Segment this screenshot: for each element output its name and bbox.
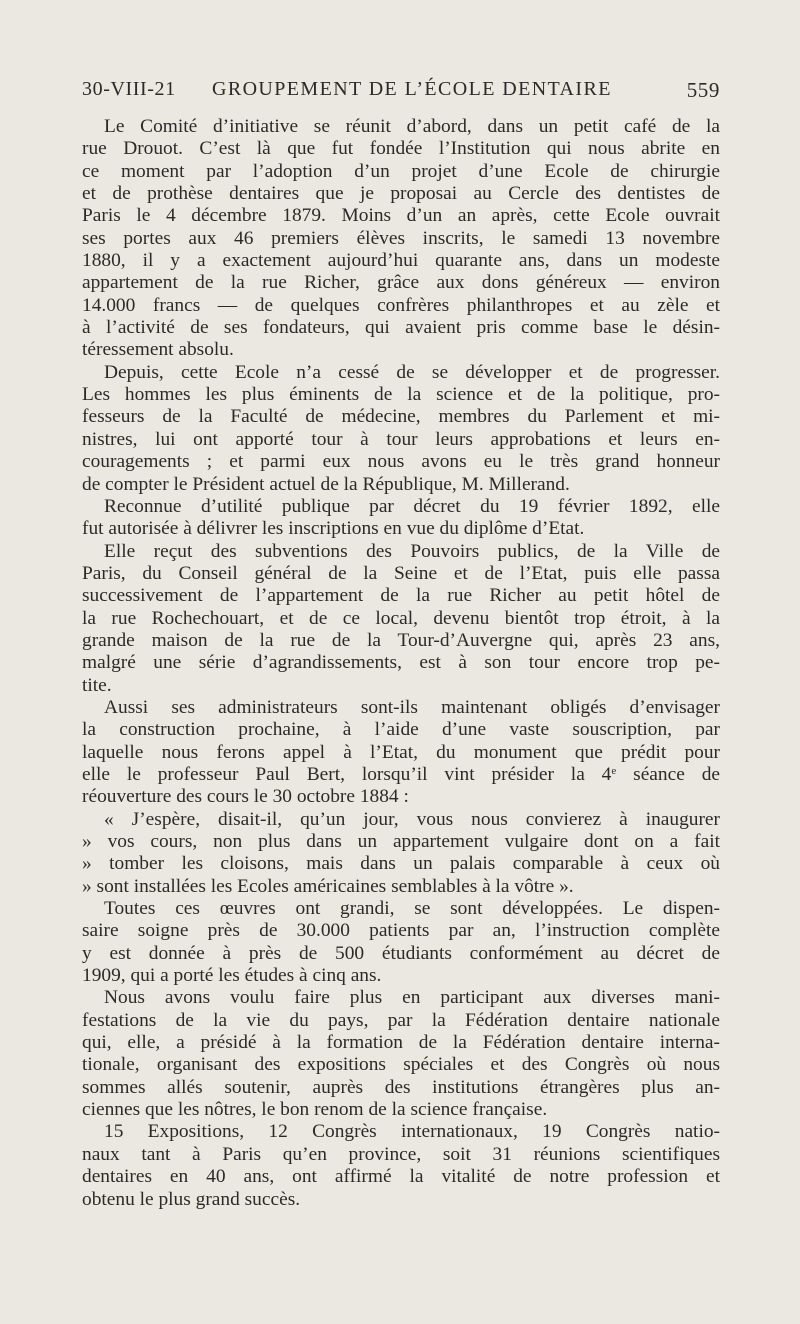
text-line-content: à l’activité de ses fondateurs, qui avaient pris comme base le désin- (82, 317, 720, 339)
text-line-content: fesseurs de la Faculté de médecine, membres du Parlement et mi- (82, 406, 720, 428)
text-line (82, 943, 720, 965)
text-line-content: Reconnue d’utilité publique par décret du 19 février 1892, elle (104, 495, 720, 517)
text-line (82, 920, 720, 942)
body-text (82, 116, 720, 1211)
text-line (82, 675, 720, 697)
text-line-content: la rue Rochechouart, et de ce local, devenu bientôt trop étroit, à la (82, 607, 720, 629)
text-line (82, 474, 720, 496)
text-line (82, 161, 720, 183)
text-line-content: la construction prochaine, à l’aide d’une vaste souscription, par (82, 719, 720, 741)
text-line-content: appartement de la rue Richer, grâce aux dons généreux — environ (82, 272, 720, 294)
text-line-content: réouverture des cours le 30 octobre 1884 : (82, 786, 409, 808)
text-line (82, 742, 720, 764)
text-line (82, 809, 720, 831)
text-line-content: » vos cours, non plus dans un appartement vulgaire dont on a fait (82, 831, 720, 852)
text-line-content: de compter le Président actuel de la République, M. Millerand. (82, 473, 570, 495)
text-line-content: qui, elle, a présidé à la formation de la Fédération dentaire interna- (82, 1032, 720, 1054)
text-line-content: et de prothèse dentaires que je proposai au Cercle des dentistes de (82, 183, 720, 205)
text-line-content: Aussi ses administrateurs sont-ils maintenant obligés d’envisager (104, 696, 720, 718)
text-line-content: séance de (616, 763, 720, 785)
text-line (82, 339, 720, 361)
text-line-content: dentaires en 40 ans, ont affirmé la vitalité de notre profession et (82, 1166, 720, 1188)
page-number: 559 (686, 78, 720, 102)
text-line-content: y est donnée à près de 500 étudiants conformément au décret de (82, 942, 720, 964)
text-line (82, 1010, 720, 1032)
text-line-content: « J’espère, disait-il, qu’un jour, vous nous convierez à inaugurer (104, 808, 720, 830)
text-line (82, 652, 720, 674)
text-line-content: téressement absolu. (82, 339, 234, 361)
text-line (82, 362, 720, 384)
text-line-content: festations de la vie du pays, par la Fédération dentaire nationale (82, 1009, 720, 1031)
text-line-content: elle le professeur Paul Bert, lorsqu’il vint présider la 4 (82, 763, 612, 785)
text-line (82, 987, 720, 1009)
text-line (82, 608, 720, 630)
text-line-content: ce moment par l’adoption d’un projet d’une Ecole de chirurgie (82, 160, 720, 182)
text-line-content: couragements ; et parmi eux nous avons eu le très grand honneur (82, 451, 720, 473)
text-line (82, 250, 720, 272)
text-line (82, 1144, 720, 1166)
text-line (82, 876, 720, 898)
text-line-content: Les hommes les plus éminents de la science et de la politique, pro- (82, 384, 720, 406)
text-line-content: 14.000 francs — de quelques confrères philanthropes et au zèle et (82, 294, 720, 316)
text-line-content: Le Comité d’initiative se réunit d’abord, dans un petit café de la (104, 116, 720, 137)
text-line (82, 272, 720, 294)
text-line (82, 1054, 720, 1076)
text-line (82, 563, 720, 585)
text-line (82, 429, 720, 451)
text-line-content: obtenu le plus grand succès. (82, 1188, 301, 1210)
text-line (82, 1032, 720, 1054)
text-line (82, 719, 720, 741)
text-line (82, 295, 720, 317)
text-line-content: tite. (82, 674, 112, 696)
text-line (82, 183, 720, 205)
text-line-content: naux tant à Paris qu’en province, soit 31 réunions scientifiques (82, 1143, 720, 1165)
text-line (82, 228, 720, 250)
text-line (82, 116, 720, 138)
text-line-content: Depuis, cette Ecole n’a cessé de se développer et de progresser. (104, 361, 720, 383)
text-line-content: 15 Expositions, 12 Congrès internationaux, 19 Congrès natio- (104, 1121, 720, 1143)
text-line-content: Paris, du Conseil général de la Seine et de l’Etat, puis elle passa (82, 562, 720, 584)
text-line (82, 585, 720, 607)
text-line (82, 1166, 720, 1188)
text-line-content: Nous avons voulu faire plus en participant aux diverses mani- (104, 987, 720, 1009)
text-line (82, 138, 720, 160)
text-line-content: 1880, il y a exactement aujourd’hui quarante ans, dans un modeste (82, 250, 720, 272)
superscript: e (611, 764, 617, 777)
text-line (82, 384, 720, 406)
text-line (82, 697, 720, 719)
text-line (82, 764, 720, 786)
text-line-content: 1909, qui a porté les études à cinq ans. (82, 965, 382, 987)
text-line (82, 1189, 720, 1211)
text-line (82, 205, 720, 227)
text-line (82, 630, 720, 652)
text-line-content: successivement de l’appartement de la rue Richer au petit hôtel de (82, 585, 720, 607)
text-line-content: sommes allés soutenir, auprès des institutions étrangères plus an- (82, 1076, 720, 1098)
text-line (82, 1099, 720, 1121)
text-line (82, 451, 720, 473)
text-line (82, 1121, 720, 1143)
text-line (82, 541, 720, 563)
text-line-content: rue Drouot. C’est là que fut fondée l’Institution qui nous abrite en (82, 138, 720, 160)
text-line-content: laquelle nous ferons appel à l’Etat, du monument que prédit pour (82, 741, 720, 763)
text-line (82, 317, 720, 339)
text-line (82, 406, 720, 428)
text-line (82, 853, 720, 875)
running-header (82, 78, 720, 106)
header-date: 30-VIII-21 (82, 78, 176, 100)
text-line-content: Toutes ces œuvres ont grandi, se sont développées. Le dispen- (104, 898, 720, 920)
text-line (82, 1077, 720, 1099)
header-title: GROUPEMENT DE L’ÉCOLE DENTAIRE (212, 78, 612, 100)
text-line (82, 965, 720, 987)
text-line-content: » sont installées les Ecoles américaines semblables à la vôtre ». (82, 875, 574, 897)
text-line-content: » tomber les cloisons, mais dans un palais comparable à ceux où (82, 853, 720, 875)
text-line-content: grande maison de la rue de la Tour-d’Auvergne qui, après 23 ans, (82, 629, 720, 651)
text-line-content: tionale, organisant des expositions spéciales et des Congrès où nous (82, 1054, 720, 1076)
text-line (82, 496, 720, 518)
text-line-content: Paris le 4 décembre 1879. Moins d’un an après, cette Ecole ouvrait (82, 205, 720, 227)
text-line-content: ciennes que les nôtres, le bon renom de la science française. (82, 1099, 548, 1121)
text-line (82, 831, 720, 853)
text-line-content: saire soigne près de 30.000 patients par an, l’instruction complète (82, 920, 720, 942)
text-line (82, 518, 720, 540)
text-line-content: malgré une série d’agrandissements, est à son tour encore trop pe- (82, 652, 720, 674)
text-line (82, 898, 720, 920)
text-line-content: nistres, lui ont apporté tour à tour leurs approbations et leurs en- (82, 428, 720, 450)
text-line-content: fut autorisée à délivrer les inscriptions en vue du diplôme d’Etat. (82, 518, 585, 540)
text-line-content: Elle reçut des subventions des Pouvoirs publics, de la Ville de (104, 540, 720, 562)
text-line (82, 786, 720, 808)
text-line-content: ses portes aux 46 premiers élèves inscrits, le samedi 13 novembre (82, 227, 720, 249)
